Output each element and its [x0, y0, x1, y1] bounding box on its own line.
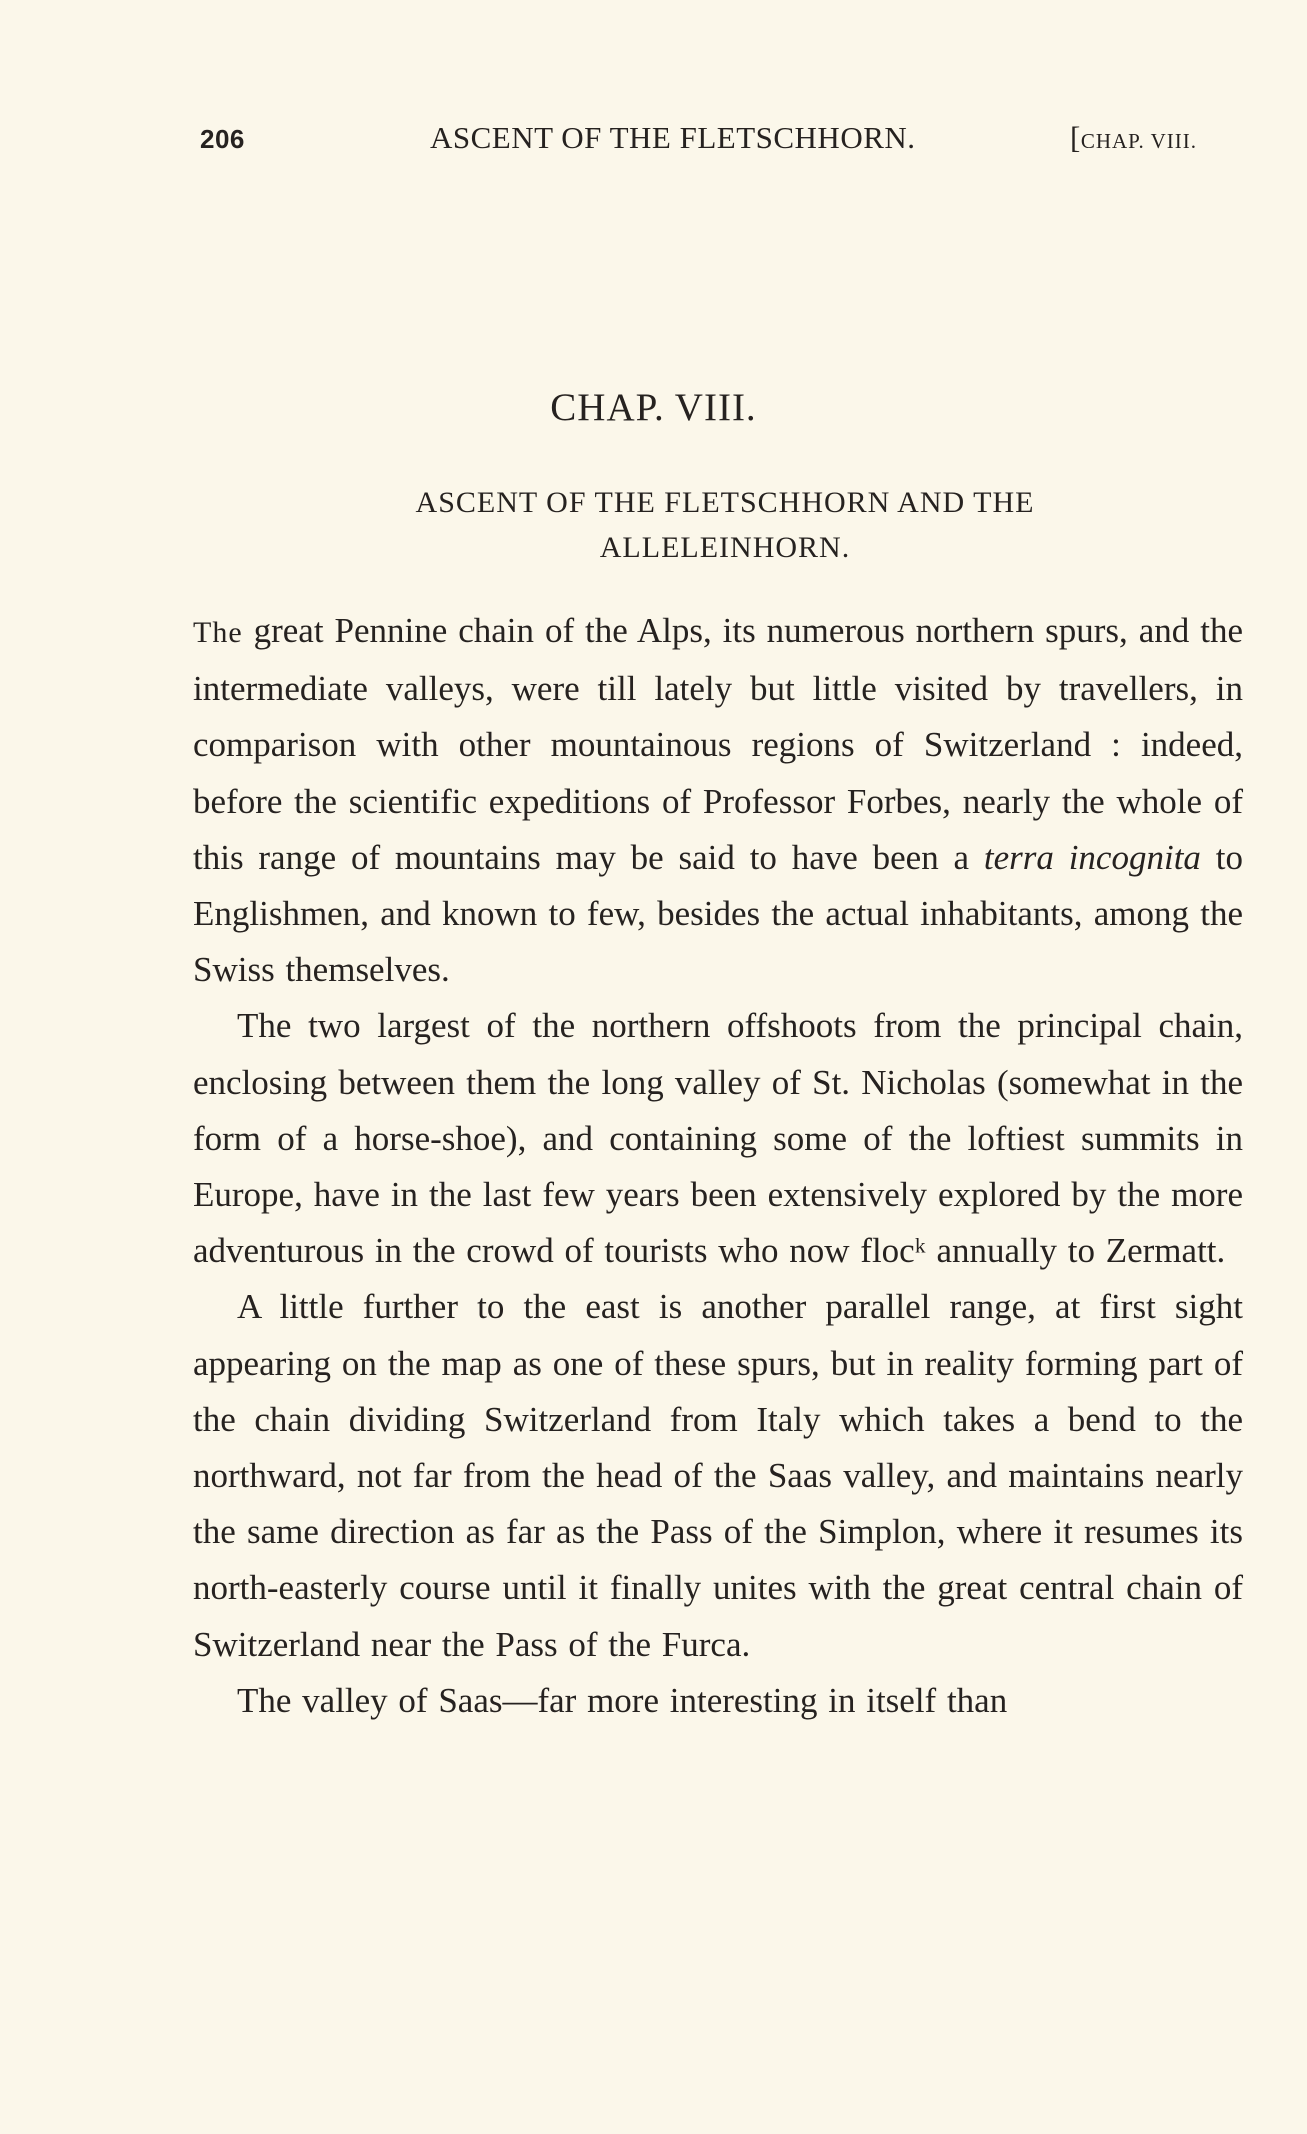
paragraph-1: [193, 603, 1243, 998]
italic-phrase: terra incognita: [983, 837, 1201, 877]
chapter-bracket: [: [1070, 120, 1081, 155]
paragraph-1-text-after: to Englishmen, and known to few, besides the actual inhabitants, among the Swiss themselves.: [193, 837, 1243, 990]
paragraph-3: A little further to the east is another parallel range, at first sight appearing on the map as one of these spurs, but in reality forming part of the chain dividing Switzerland from Italy which takes a bend to the northward, not far from the head of the Saas valley, and maintains nearly the same direction as far as the Pass of the Simplon, where it resumes its north-easterly course until it finally unites with the great central chain of Switzerland near the Pass of the Furca.: [193, 1287, 1243, 1664]
chapter-heading: CHAP. VIII.: [550, 386, 757, 429]
chapter-reference: [1070, 120, 1197, 156]
running-head: [200, 120, 1250, 160]
paragraph-2: The two largest of the northern offshoots from the principal chain, enclosing between them the long valley of St. Nicholas (somewhat in the form of a horse-shoe), and containing some of the loftiest summits in Europe, have in the last few years been extensively explored by the more adventurous in the crowd of tourists who now flocᵏ annually to Zermatt.: [193, 1006, 1243, 1271]
chapter-subtitle: ASCENT OF THE FLETSCHHORN AND THE ALLELEINHORN.: [415, 486, 1035, 564]
body-text: [193, 603, 1243, 1729]
lead-word: The: [193, 616, 243, 649]
running-title: ASCENT OF THE FLETSCHHORN.: [430, 120, 916, 155]
page-number: 206: [200, 124, 245, 154]
paragraph-1-text: great Pennine chain of the Alps, its numerous northern spurs, and the intermediate valleys, were till lately but little visited by travellers, in comparison with other mountainous regions of Switzerland : indeed, before the scientific expeditions of Professor Forbes, nearly the whole of this range of mountains may be said to have been a: [193, 611, 1243, 877]
chapter-label: CHAP. VIII.: [1080, 129, 1198, 153]
paragraph-4: The valley of Saas—far more interesting in itself than: [237, 1680, 1008, 1720]
